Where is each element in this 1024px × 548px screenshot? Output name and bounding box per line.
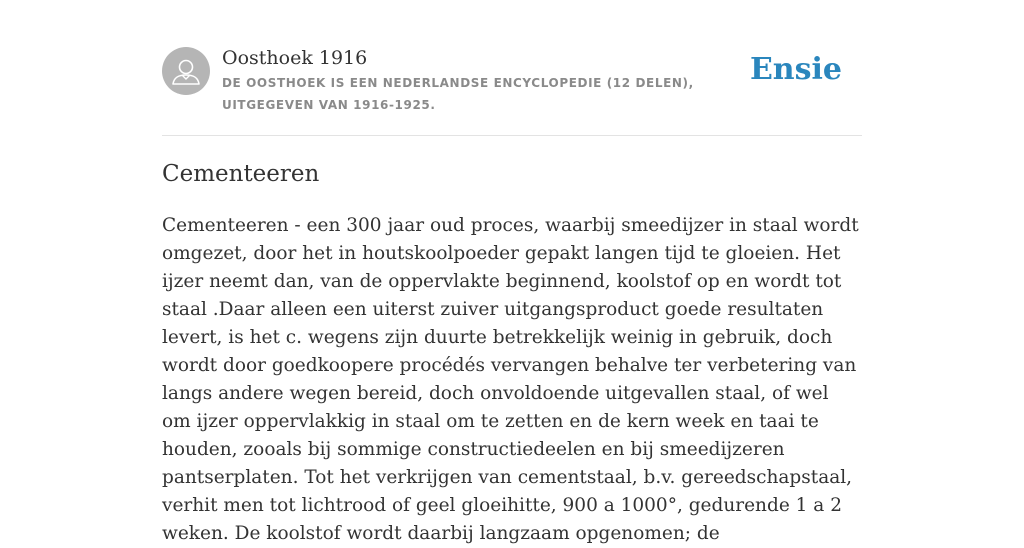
- ensie-logo-link[interactable]: Ensie: [749, 52, 842, 87]
- article-page: [162, 0, 862, 544]
- source-header: [162, 0, 862, 136]
- source-name[interactable]: Oosthoek 1916: [222, 47, 368, 69]
- header-divider: [162, 135, 862, 136]
- article-body: Cementeeren - een 300 jaar oud proces, waarbij smeedijzer in staal wordt omgezet, door het in houtskoolpoeder gepakt langen tijd te gloeien. Het ijzer neemt dan, van de oppervlakte beginnend, koolstof op en wordt tot staal .Daar alleen een uiterst zuiver uitgangsproduct goede resultaten levert, is het c. wegens zijn duurte betrekkelijk weinig in gebruik, doch wordt door goedkoopere procédés vervangen behalve ter verbetering van langs andere wegen bereid, doch onvoldoende uitgevallen staal, of wel om ijzer oppervlakkig in staal om te zetten en de kern week en taai te houden, zooals bij sommige constructiedeelen en bij smeedijzeren pantserplaten. Tot het verkrijgen van cementstaal, b.v. gereedschapstaal, verhit men tot lichtrood of geel gloeihitte, 900 a 1000°, gedurende 1 a 2 weken. De koolstof wordt daarbij langzaam opgenomen; de: [162, 215, 859, 544]
- source-avatar[interactable]: [162, 47, 210, 95]
- user-avatar-icon: [162, 47, 210, 95]
- article-title: Cementeeren: [162, 161, 320, 187]
- source-description: DE OOSTHOEK IS EEN NEDERLANDSE ENCYCLOPEDIE (12 DELEN), UITGEGEVEN VAN 1916-1925.: [222, 76, 694, 112]
